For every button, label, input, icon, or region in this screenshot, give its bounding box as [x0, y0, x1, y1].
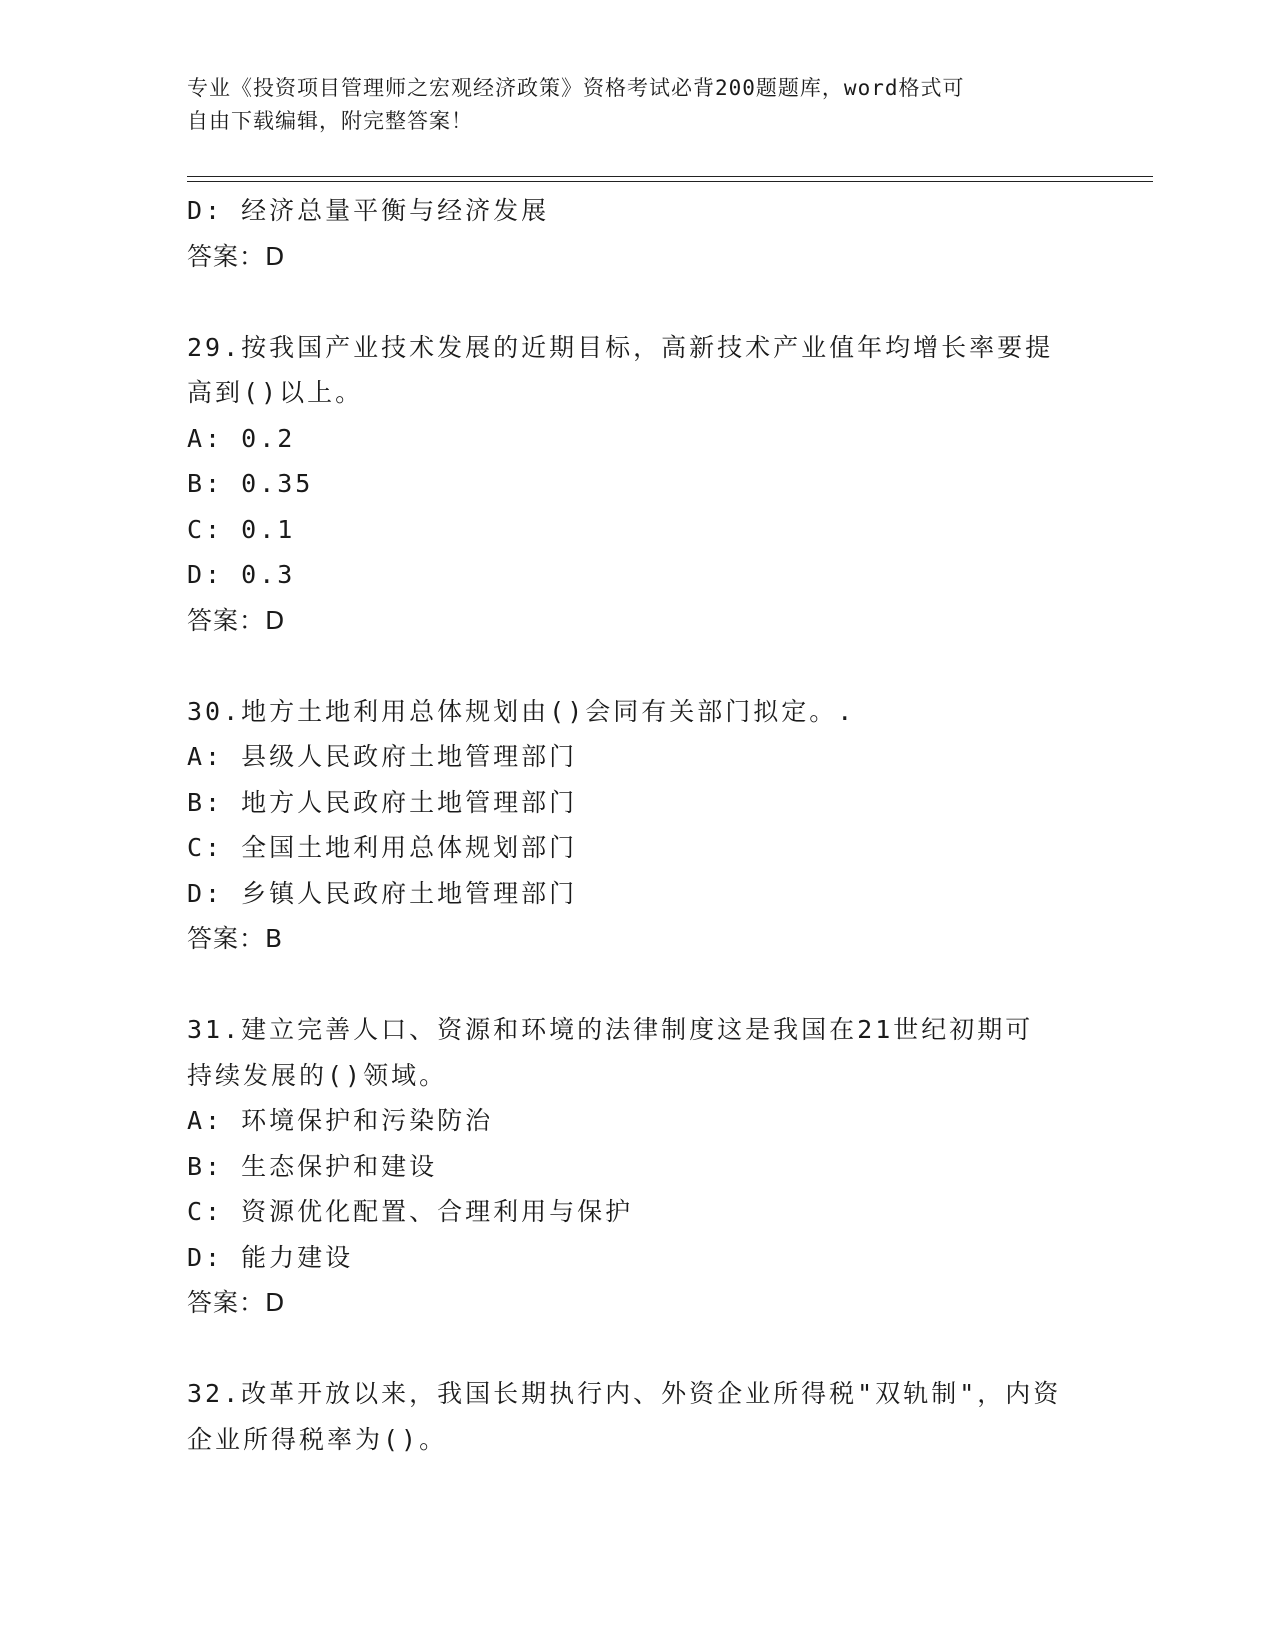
option-a: A: 环境保护和污染防治	[187, 1106, 494, 1135]
document-header	[187, 72, 1067, 138]
question-text: 32.改革开放以来，我国长期执行内、外资企业所得税"双轨制"，内资	[187, 1379, 1062, 1408]
answer-line: 答案：B	[187, 924, 284, 953]
option-d: D: 0.3	[187, 560, 296, 589]
question-29	[187, 325, 1067, 644]
answer-line: 答案：D	[187, 1288, 286, 1317]
option-a: A: 县级人民政府土地管理部门	[187, 742, 578, 771]
question-text-cont: 高到()以上。	[187, 378, 364, 407]
option-d: D: 能力建设	[187, 1242, 354, 1272]
question-31	[187, 1007, 1067, 1326]
option-b: B: 0.35	[187, 469, 314, 498]
spacer	[187, 962, 1067, 1008]
question-30	[187, 689, 1067, 962]
option-b: B: 地方人民政府土地管理部门	[187, 787, 578, 817]
option-b: B: 生态保护和建设	[187, 1151, 438, 1181]
question-32	[187, 1371, 1067, 1462]
question-text: 30.地方土地利用总体规划由()会同有关部门拟定。.	[187, 696, 856, 726]
question-text-cont: 持续发展的()领域。	[187, 1060, 448, 1090]
question-text-cont: 企业所得税率为()。	[187, 1424, 448, 1454]
question-text: 31.建立完善人口、资源和环境的法律制度这是我国在21世纪初期可	[187, 1015, 1034, 1044]
header-line-1: 专业《投资项目管理师之宏观经济政策》资格考试必背200题题库，word格式可	[187, 76, 965, 100]
option-c: C: 资源优化配置、合理利用与保护	[187, 1197, 634, 1226]
header-divider-top	[187, 176, 1153, 177]
question-text: 29.按我国产业技术发展的近期目标，高新技术产业值年均增长率要提	[187, 332, 1054, 362]
spacer	[187, 643, 1067, 689]
option-d: D: 经济总量平衡与经济发展	[187, 196, 550, 225]
answer-line: 答案：D	[187, 241, 286, 271]
answer-line: 答案：D	[187, 605, 286, 635]
header-line-2: 自由下载编辑，附完整答案！	[187, 109, 473, 133]
question-content	[187, 188, 1067, 1462]
option-a: A: 0.2	[187, 423, 296, 453]
spacer	[187, 1326, 1067, 1372]
header-divider-bottom	[187, 181, 1153, 182]
spacer	[187, 279, 1067, 325]
option-c: C: 全国土地利用总体规划部门	[187, 833, 578, 862]
option-c: C: 0.1	[187, 514, 296, 544]
option-d: D: 乡镇人民政府土地管理部门	[187, 878, 578, 908]
